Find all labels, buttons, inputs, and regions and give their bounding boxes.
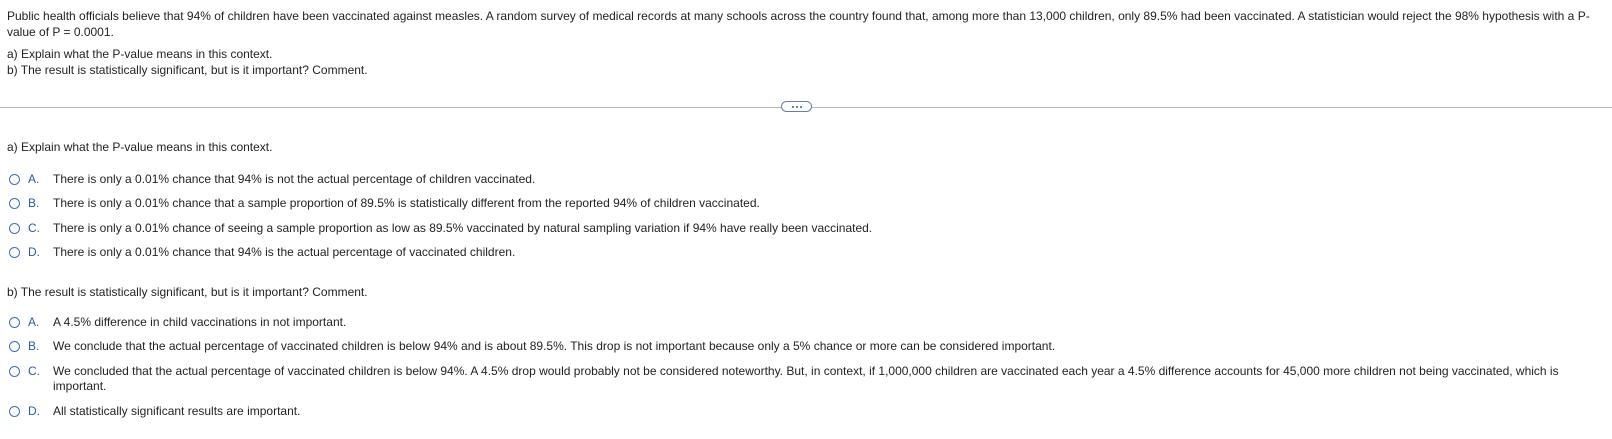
intro-part-a: a) Explain what the P-value means in this context. — [7, 47, 273, 61]
radio-button[interactable] — [9, 174, 20, 185]
part-a-option-c[interactable] — [9, 221, 872, 236]
radio-button[interactable] — [9, 366, 20, 377]
option-text: All statistically significant results are important. — [53, 404, 301, 418]
part-a-option-a[interactable] — [9, 172, 535, 187]
option-text: A 4.5% difference in child vaccinations in not important. — [53, 315, 347, 329]
option-letter: C. — [28, 221, 40, 235]
part-b-option-b[interactable] — [9, 339, 1055, 354]
option-letter: C. — [28, 364, 40, 378]
question-intro: Public health officials believe that 94% of children have been vaccinated against measles. A random survey of medical records at many schools across the country found that, among more than 13,000 children, only 89.5% had been vaccinated. A statistician would reject the 98% hypothesis with a P-value of P = 0.0001. — [7, 9, 1590, 39]
radio-button[interactable] — [9, 247, 20, 258]
part-b-option-a[interactable] — [9, 315, 346, 330]
option-letter: D. — [28, 245, 40, 259]
option-text: There is only a 0.01% chance of seeing a sample proportion as low as 89.5% vaccinated by natural sampling variation if 94% have really been vaccinated. — [53, 221, 873, 235]
option-letter: B. — [28, 196, 40, 210]
part-b-option-c[interactable] — [9, 364, 1573, 394]
option-text: There is only a 0.01% chance that a sample proportion of 89.5% is statistically different from the reported 94% of children vaccinated. — [53, 196, 760, 210]
part-a-option-d[interactable] — [9, 245, 515, 260]
radio-button[interactable] — [9, 198, 20, 209]
ellipsis-icon[interactable] — [781, 101, 812, 112]
option-text: We concluded that the actual percentage of vaccinated children is below 94%. A 4.5% drop would probably not be considered noteworthy. But, in context, if 1,000,000 children are vaccinated each year a 4.5% difference accounts for 45,000 more children not being vaccinated, which is important. — [53, 364, 1559, 393]
option-letter: A. — [28, 172, 40, 186]
option-letter: D. — [28, 404, 40, 418]
option-text: There is only a 0.01% chance that 94% is the actual percentage of vaccinated children. — [53, 245, 516, 259]
intro-part-b: b) The result is statistically significant, but is it important? Comment. — [7, 63, 368, 77]
radio-button[interactable] — [9, 406, 20, 417]
option-text: We conclude that the actual percentage of vaccinated children is below 94% and is about 89.5%. This drop is not important because only a 5% chance or more can be considered important. — [53, 339, 1056, 353]
radio-button[interactable] — [9, 317, 20, 328]
option-letter: B. — [28, 339, 40, 353]
part-b-label: b) The result is statistically significant, but is it important? Comment. — [7, 285, 368, 299]
radio-button[interactable] — [9, 341, 20, 352]
radio-button[interactable] — [9, 223, 20, 234]
option-letter: A. — [28, 315, 40, 329]
option-text: There is only a 0.01% chance that 94% is not the actual percentage of children vaccinated. — [53, 172, 536, 186]
part-b-option-d[interactable] — [9, 404, 300, 419]
part-a-option-b[interactable] — [9, 196, 760, 211]
part-a-label: a) Explain what the P-value means in this context. — [7, 140, 273, 154]
